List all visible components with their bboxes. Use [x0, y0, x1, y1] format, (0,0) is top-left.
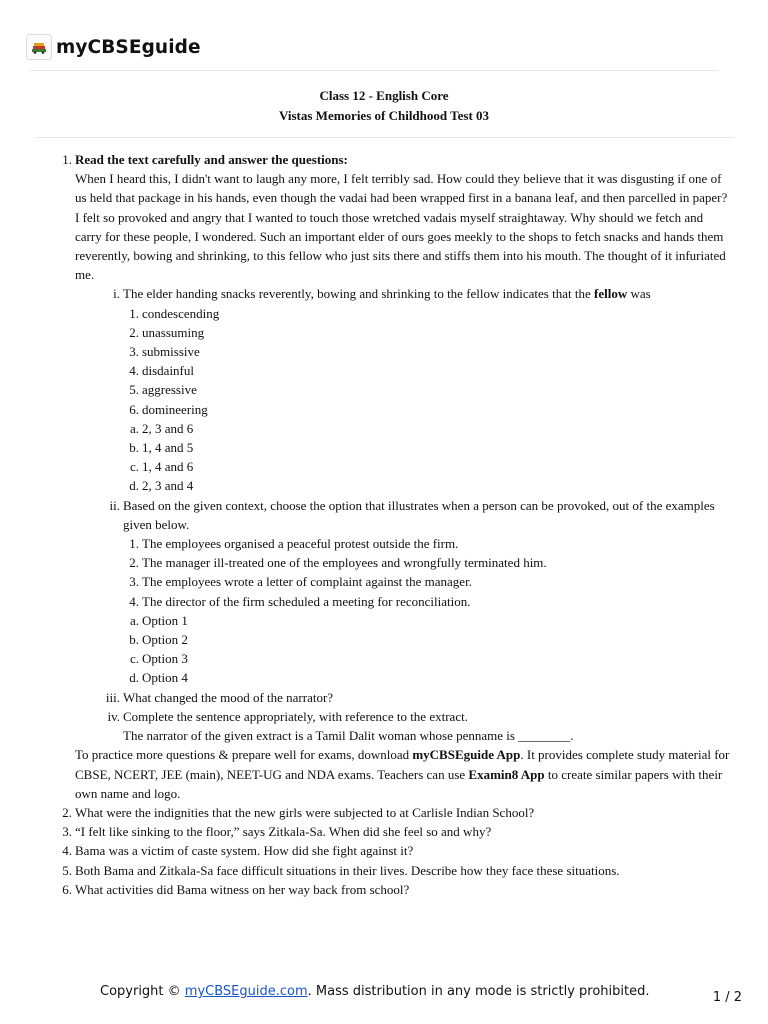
passage-text: When I heard this, I didn't want to laugh any more, I felt terribly sad. How could they believe that it was disgusting if one of us held that package in his hands, even though the vadai had been wrapped first in a banana leaf, and then parcelled in paper? I felt so provoked and angry that I wanted to touch those wretched vadais myself straightaway. Why should we fetch and carry for these people, I wondered. Such an important elder of ours goes meekly to the shops to fetch snacks and hands them reverently, bowing and shrinking, to this fellow who just sits there and stiffs them into his mouth. The thought of it infuriated me.: [75, 171, 728, 283]
document-titles: [0, 86, 768, 125]
answer-option: b. Option 2: [129, 632, 188, 648]
site-header: [26, 30, 201, 64]
sub-question-text: Complete the sentence appropriately, with reference to the extract.: [123, 708, 468, 724]
sub-question-text: What changed the mood of the narrator?: [123, 689, 334, 705]
site-link[interactable]: myCBSEguide.com: [184, 984, 308, 999]
list-item: 2. The manager ill-treated one of the employees and wrongfully terminated him.: [129, 555, 547, 571]
answer-option: d. Option 4: [129, 670, 188, 686]
sub-question-blank-line: The narrator of the given extract is a Tamil Dalit woman whose penname is ________.: [123, 728, 574, 744]
question-list: [62, 150, 730, 899]
books-logo-icon[interactable]: [26, 34, 52, 60]
sub-question-ii: [109, 496, 730, 688]
question-4: 4. Bama was a victim of caste system. How did she fight against it?: [62, 843, 414, 859]
list-item: 3. The employees wrote a letter of complaint against the manager.: [129, 574, 472, 590]
header-divider: [30, 70, 718, 71]
sub-question-number: ii.: [109, 497, 120, 513]
list-item: 1. condescending: [129, 305, 220, 321]
list-item: 5. aggressive: [129, 382, 197, 398]
question-heading: Read the text carefully and answer the questions:: [75, 152, 348, 167]
sub-question-i: [113, 284, 730, 495]
page-subtitle: Vistas Memories of Childhood Test 03: [278, 107, 490, 123]
list-item: 6. domineering: [129, 401, 208, 417]
app-name: Examin8 App: [468, 766, 545, 782]
promo-text: To practice more questions & prepare well for exams, download myCBSEguide App. It provides complete study material for CBSE, NCERT, JEE (main), NEET-UG and NDA exams. Teachers can use Examin8 App to create similar papers with their own name and logo.: [75, 747, 730, 801]
question-5: 5. Both Bama and Zitkala-Sa face difficult situations in their lives. Describe how they face these situations.: [62, 862, 620, 878]
page-number: 1 / 2: [712, 990, 742, 1005]
sub-question-text: The elder handing snacks reverently, bowing and shrinking to the fellow indicates that the fellow was: [123, 286, 651, 302]
answer-option: a. Option 1: [129, 612, 188, 628]
question-number: 1.: [62, 152, 72, 167]
answer-option: a. 2, 3 and 6: [129, 420, 194, 436]
footer-copyright: Copyright © myCBSEguide.com. Mass distribution in any mode is strictly prohibited.: [100, 984, 650, 999]
sub-question-number: i.: [113, 286, 120, 302]
list-item: 1. The employees organised a peaceful protest outside the firm.: [129, 536, 459, 552]
question-2: 2. What were the indignities that the new girls were subjected to at Carlisle Indian School?: [62, 804, 535, 820]
sub-questions: [105, 284, 730, 745]
list-item: 2. unassuming: [129, 324, 205, 340]
answer-option: c. 1, 4 and 6: [129, 459, 194, 475]
page-title: Class 12 - English Core: [319, 88, 449, 103]
list-item: 4. The director of the firm scheduled a meeting for reconciliation.: [129, 593, 471, 609]
question-3: 3. “I felt like sinking to the floor,” says Zitkala-Sa. When did she feel so and why?: [62, 824, 492, 840]
sub-question-number: iv.: [107, 708, 120, 724]
question-1: [62, 150, 730, 803]
sub-question-number: iii.: [105, 689, 120, 705]
question-6: 6. What activities did Bama witness on her way back from school?: [62, 881, 410, 897]
title-divider: [36, 137, 734, 138]
sub-question-iv: [107, 707, 730, 745]
answer-option: d. 2, 3 and 4: [129, 478, 194, 494]
list-item: 4. disdainful: [129, 363, 194, 379]
app-name: myCBSEguide App: [412, 747, 521, 763]
list-item: 3. submissive: [129, 344, 200, 360]
brand-name[interactable]: myCBSEguide: [56, 36, 201, 58]
sub-question-iii: [105, 688, 730, 707]
sub-question-text: Based on the given context, choose the option that illustrates when a person can be provoked, out of the examples given below.: [123, 497, 715, 532]
answer-option: c. Option 3: [129, 651, 188, 667]
answer-option: b. 1, 4 and 5: [129, 440, 194, 456]
